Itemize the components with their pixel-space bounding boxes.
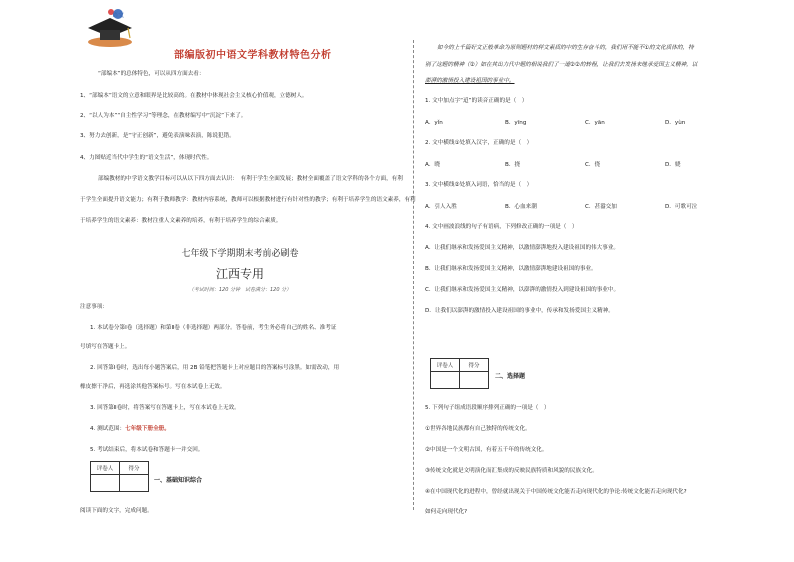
question-5: 5. 下列句子组成语段顺序排列正确的一项是（ ） (425, 405, 550, 411)
note-scope-value: 七年级下册全册。 (125, 426, 170, 432)
exam-info: （考试时间：120 分钟 试卷满分：120 分） (188, 287, 292, 293)
score-table-header: 评卷人 (431, 359, 460, 372)
note-line (90, 425, 170, 433)
option[interactable]: C．侥 (585, 162, 601, 168)
option[interactable]: D．娆 (665, 162, 681, 168)
option[interactable]: A．yǐn (425, 120, 443, 126)
logo-text: 语文 (112, 12, 125, 19)
question-2: 2. 文中横线①处填入汉字，正确的是（ ） (425, 140, 533, 146)
score-cell[interactable] (91, 475, 120, 492)
intro-lead: “部编本”的总体特色，可以从四方面去看： (98, 71, 205, 77)
note-line: 号填写在答题卡上。 (80, 344, 131, 350)
question-1-options (425, 118, 745, 126)
score-table-header: 得分 (120, 462, 149, 475)
passage-line: 别了这题的精神（②）如在其出力代中题的相说我们了一道②②的转程，让我们去发扬来继承爱国主义精神，以 (425, 62, 698, 68)
option[interactable]: B．让我们继承和发扬爱国主义精神，以激情澎湃地建设祖国的事业。 (425, 266, 597, 272)
note-line: 5. 考试结束后，将本试卷和答题卡一并交回。 (90, 447, 204, 453)
intro-para-line: 于学生全面提升语文能力；有利于教师教学：教材内容系统，教师可以根据教材进行有针对性的教学；有利于培养学生的语文素养，有利 (80, 197, 416, 203)
option[interactable]: C．让我们继承和发扬爱国主义精神，以澎湃的激情投入到建设祖国的事业中。 (425, 287, 620, 293)
option[interactable]: A．晓 (425, 162, 441, 168)
question-5-item: ③传统文化就是文明演化而汇集成的反映民族特质和风貌的民族文化。 (425, 468, 598, 474)
section-one-instruction: 阅读下面的文字，完成问题。 (80, 508, 153, 514)
intro-point-3: 3、努力去创新，是“守正创新”，避免表演味表演，陈说犯错。 (80, 133, 235, 139)
option[interactable]: B．yīng (505, 120, 527, 126)
intro-point-4: 4、力图贴近当代中学生的“语文生活”，体现时代性。 (80, 155, 213, 161)
question-5-item: ④在中国现代化的进程中，曾经就出现关于中国传统文化能否走向现代化的争论:传统文化能否走向现代化? (425, 489, 687, 495)
question-3-options (425, 202, 745, 210)
score-table (430, 358, 489, 389)
note-line: 1. 本试卷分第Ⅰ卷（选择题）和第Ⅱ卷（非选择题）两部分。答卷前，考生务必将自己的姓名、准考证 (90, 325, 337, 331)
question-5-item: ①世界各地民族都有自己独特的传统文化。 (425, 426, 531, 432)
question-4: 4. 文中画波浪线的句子有语病，下列修改正确的一项是（ ） (425, 224, 578, 230)
score-cell[interactable] (431, 372, 460, 389)
option[interactable]: D．可歌可泣 (665, 204, 698, 210)
section-two-label: 二、选择题 (495, 373, 526, 380)
score-table (90, 461, 149, 492)
option[interactable]: C．yān (585, 120, 605, 126)
note-scope-label: 4. 测试范围： (90, 426, 126, 432)
column-divider (413, 40, 414, 510)
score-cell[interactable] (460, 372, 489, 389)
header-title: 部编版初中语文学科教材特色分析 (174, 50, 332, 61)
passage-line: 如今的上千篇好文正般革命为原则题材的样文素质的中的生存奋斗的，我们用不能不①的文化质体的，特 (437, 45, 694, 51)
exam-title: 七年级下学期期末考前必刷卷 (181, 249, 299, 259)
note-line: 橡皮擦干净后，再选涂其他答案标号。写在本试卷上无效。 (80, 384, 226, 390)
passage-line: 澎湃的激情投入建设祖国的事业中。 (425, 78, 515, 84)
intro-point-1: 1、“部编本”语文的立意和眼界是比较高的。在教材中体现社会主义核心价值观，立德树人。 (80, 93, 308, 99)
note-line: 2. 回答第Ⅰ卷时，选出每小题答案后，用 2B 铅笔把答题卡上对应题目的答案标号涂黑。如需改动，用 (90, 365, 340, 371)
option[interactable]: D．yùn (665, 120, 686, 126)
score-table-header: 得分 (460, 359, 489, 372)
note-line: 3. 回答第Ⅱ卷时，将答案写在答题卡上，写在本试卷上无效。 (90, 405, 240, 411)
score-cell[interactable] (120, 475, 149, 492)
section-one-label: 一、基础知识综合 (154, 477, 203, 484)
option[interactable]: B．挠 (505, 162, 521, 168)
graduation-cap-icon (80, 6, 140, 50)
question-5-item: ②中国是一个文明古国，有着五千年的传统文化。 (425, 447, 548, 453)
question-1: 1. 文中加点字“迢”的读音正确的是（ ） (425, 98, 528, 104)
option[interactable]: C．甚嚣交加 (585, 204, 617, 210)
option[interactable]: A．让我们继承和发扬爱国主义精神，以激情澎湃地投入建设祖国的伟大事业。 (425, 245, 620, 251)
question-2-options (425, 160, 745, 168)
notes-label: 注意事项： (80, 304, 108, 310)
score-table-header: 评卷人 (91, 462, 120, 475)
option[interactable]: A．引人入胜 (425, 204, 457, 210)
intro-point-2: 2、“以人为本”“自主性学习”等理念，在教材编写中“沉淀”下来了。 (80, 113, 247, 119)
intro-para-line: 部编教材的中学语文教学目标可以从以下四方面去认识： 有利于学生全面发展；教材全面覆盖了语文学科的各个方面，有利 (98, 176, 403, 182)
intro-para-line: 于培养学生的语文素养：教材注重人文素养的培养，有利于培养学生的综合素质。 (80, 218, 282, 224)
option[interactable]: D．让我们以澎湃的激情投入建设祖国的事业中，传承和发扬爱国主义精神。 (425, 308, 614, 314)
question-3: 3. 文中横线②处填入词语，恰当的是（ ） (425, 182, 533, 188)
question-5-item: 如何走向现代化? (425, 509, 468, 515)
exam-subtitle: 江西专用 (215, 267, 265, 281)
option[interactable]: B．心血来潮 (505, 204, 537, 210)
